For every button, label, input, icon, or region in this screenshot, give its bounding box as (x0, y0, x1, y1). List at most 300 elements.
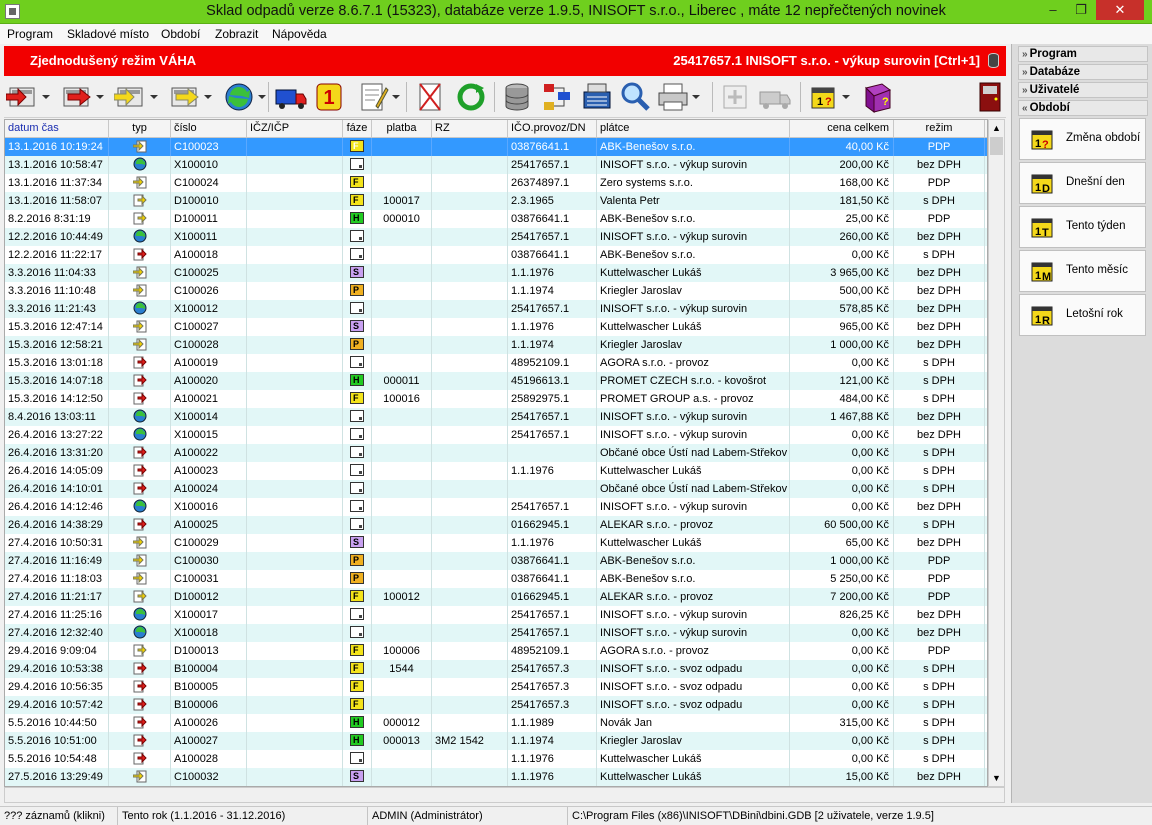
cell-ico: 1.1.1974 (508, 732, 597, 750)
cell-ico: 25892975.1 (508, 390, 597, 408)
faze-badge (343, 408, 372, 426)
cell-cena: 0,00 Kč (790, 642, 894, 660)
table-row[interactable] (5, 714, 988, 732)
period-button-label: Tento měsíc (1066, 264, 1128, 276)
mode-label: Zjednodušený režim VÁHA (30, 53, 197, 68)
table-row[interactable] (5, 318, 988, 336)
cell-platce: INISOFT s.r.o. - výkup surovin (597, 228, 790, 246)
prevod-icon (133, 625, 147, 639)
faze-icon: H (350, 212, 364, 224)
table-row[interactable] (5, 606, 988, 624)
cell-datum: 3.3.2016 11:21:43 (5, 300, 109, 318)
cell-cislo: D100011 (171, 210, 247, 228)
prijem-icon[interactable] (114, 80, 148, 114)
period-button-3[interactable] (1019, 250, 1146, 292)
period-button-1[interactable] (1019, 162, 1146, 204)
table-row[interactable] (5, 480, 988, 498)
col-platba[interactable]: platba (372, 120, 432, 138)
table-row[interactable] (5, 516, 988, 534)
cell-platba: 000011 (372, 372, 432, 390)
cell-ico: 25417657.3 (508, 696, 597, 714)
mode-bar (4, 46, 1006, 76)
svg-text:R: R (1042, 315, 1050, 327)
database-icon[interactable] (500, 80, 534, 114)
table-row[interactable] (5, 768, 988, 786)
typ-icon (109, 606, 171, 624)
collapse-icon: « (1022, 103, 1028, 114)
cell-platba: 100017 (372, 192, 432, 210)
cell-icz (247, 516, 343, 534)
exit-door-icon[interactable] (972, 80, 1006, 114)
col-cena[interactable]: cena celkem (790, 120, 894, 138)
cell-ico: 48952109.1 (508, 642, 597, 660)
cell-icz (247, 714, 343, 732)
scroll-down-icon[interactable]: ▼ (992, 773, 1001, 783)
cell-rz (432, 174, 508, 192)
cell-rezim: s DPH (894, 354, 985, 372)
period-button-label: Tento týden (1066, 220, 1126, 232)
table-row[interactable] (5, 552, 988, 570)
search-icon[interactable] (618, 80, 652, 114)
cell-rz (432, 552, 508, 570)
refresh-icon[interactable] (454, 80, 488, 114)
typ-icon (109, 624, 171, 642)
help-book-icon[interactable] (860, 80, 894, 114)
doklad-edit-icon[interactable] (356, 80, 390, 114)
cell-platba: 100012 (372, 588, 432, 606)
cell-rezim: bez DPH (894, 498, 985, 516)
cell-platba (372, 156, 432, 174)
svg-text:1: 1 (817, 96, 824, 108)
cell-platba (372, 498, 432, 516)
table-row[interactable] (5, 498, 988, 516)
status-user: ADMIN (Administrátor) (368, 807, 568, 825)
typ-icon (109, 228, 171, 246)
cell-rz (432, 444, 508, 462)
cash-register-icon[interactable] (580, 80, 614, 114)
table-row[interactable] (5, 678, 988, 696)
cell-cena: 0,00 Kč (790, 246, 894, 264)
cell-icz (247, 300, 343, 318)
cell-rz (432, 390, 508, 408)
status-database: C:\Program Files (x86)\INISOFT\DBini\dbini.GDB [2 uživatele, verze 1.9.5] (572, 810, 934, 822)
cell-cislo: D100010 (171, 192, 247, 210)
cell-rz (432, 498, 508, 516)
cell-rezim: PDP (894, 138, 985, 156)
period-button-2[interactable] (1019, 206, 1146, 248)
cell-icz (247, 156, 343, 174)
cell-rz (432, 570, 508, 588)
faze-badge (343, 390, 372, 408)
typ-icon (109, 714, 171, 732)
period-button-label: Změna období (1066, 132, 1141, 144)
typ-icon (109, 210, 171, 228)
change-period-icon (1030, 129, 1054, 151)
prijem-d-icon (133, 193, 147, 207)
cell-rz (432, 750, 508, 768)
svg-text:M: M (1042, 271, 1052, 283)
table-row[interactable] (5, 696, 988, 714)
cell-cislo: A100018 (171, 246, 247, 264)
typ-icon (109, 426, 171, 444)
svg-text:T: T (1042, 227, 1049, 239)
cell-platce: Kuttelwascher Lukáš (597, 318, 790, 336)
cell-platce: AGORA s.r.o. - provoz (597, 642, 790, 660)
menu-zobrazit[interactable]: Zobrazit (215, 27, 259, 41)
cell-platce: ABK-Benešov s.r.o. (597, 210, 790, 228)
cell-platba (372, 768, 432, 786)
vertical-scrollbar[interactable] (988, 119, 1005, 787)
minimize-button[interactable]: ‒ (1049, 2, 1057, 17)
svoz-truck-icon[interactable] (274, 80, 308, 114)
prijem-a-icon (133, 517, 147, 531)
cell-platce: INISOFT s.r.o. - výkup surovin (597, 606, 790, 624)
cell-cislo: A100021 (171, 390, 247, 408)
col-platce[interactable]: plátce (597, 120, 790, 138)
cell-datum: 13.1.2016 11:37:34 (5, 174, 109, 192)
maximize-button[interactable]: ❐ (1075, 2, 1087, 17)
vydej-icon[interactable] (168, 80, 202, 114)
faze-badge (343, 174, 372, 192)
faze-badge (343, 516, 372, 534)
database-icon (988, 53, 999, 68)
faze-badge (343, 426, 372, 444)
table-row[interactable] (5, 174, 988, 192)
calendar-period-icon[interactable] (806, 80, 840, 114)
typ-icon (109, 768, 171, 786)
cell-icz (247, 426, 343, 444)
table-row[interactable] (5, 570, 988, 588)
cell-cena: 7 200,00 Kč (790, 588, 894, 606)
cell-rz (432, 624, 508, 642)
faze-icon (350, 752, 364, 764)
cell-icz (247, 444, 343, 462)
col-iczicp[interactable]: IČZ/IČP (247, 120, 343, 138)
cell-platba (372, 534, 432, 552)
cell-datum: 26.4.2016 13:31:20 (5, 444, 109, 462)
cell-platba (372, 624, 432, 642)
faze-icon: F (350, 140, 364, 152)
section-obdobi[interactable]: « Období (1018, 100, 1148, 116)
table-row[interactable] (5, 588, 988, 606)
faze-badge (343, 462, 372, 480)
cell-platce: Kuttelwascher Lukáš (597, 768, 790, 786)
cell-cena: 0,00 Kč (790, 750, 894, 768)
scroll-thumb[interactable] (990, 137, 1003, 155)
vydej-icon (133, 535, 147, 549)
cell-cislo: C100025 (171, 264, 247, 282)
cell-cena: 25,00 Kč (790, 210, 894, 228)
cell-platce: Novák Jan (597, 714, 790, 732)
menu-obdobi[interactable]: Období (161, 27, 201, 41)
table-row[interactable] (5, 624, 988, 642)
documents-table[interactable] (4, 119, 988, 787)
faze-icon: F (350, 176, 364, 188)
svg-text:?: ? (1042, 139, 1049, 151)
col-datum-cas[interactable]: datum čas (5, 120, 109, 138)
print-icon[interactable] (656, 80, 690, 114)
faze-icon (350, 518, 364, 530)
cell-cislo: A100020 (171, 372, 247, 390)
export-icon[interactable] (718, 80, 752, 114)
table-row[interactable] (5, 462, 988, 480)
menu-napoveda[interactable]: Nápověda (272, 27, 327, 41)
cell-cislo: C100024 (171, 174, 247, 192)
cell-ico: 1.1.1974 (508, 282, 597, 300)
cell-platba (372, 462, 432, 480)
table-row[interactable] (5, 444, 988, 462)
cell-ico: 25417657.1 (508, 624, 597, 642)
cell-platce: Kuttelwascher Lukáš (597, 462, 790, 480)
section-uzivatele[interactable]: » Uživatelé (1018, 82, 1148, 98)
faze-badge (343, 570, 372, 588)
faze-icon (350, 410, 364, 422)
svg-text:?: ? (882, 96, 889, 108)
vydej-vazeni-icon[interactable] (60, 80, 94, 114)
cell-ico: 03876641.1 (508, 246, 597, 264)
table-row[interactable] (5, 660, 988, 678)
cell-rz (432, 516, 508, 534)
faze-icon (350, 608, 364, 620)
table-row[interactable] (5, 336, 988, 354)
table-row[interactable] (5, 426, 988, 444)
table-row[interactable] (5, 534, 988, 552)
prevod-icon (133, 409, 147, 423)
cell-rz (432, 336, 508, 354)
period-button-0[interactable] (1019, 118, 1146, 160)
cell-icz (247, 192, 343, 210)
cell-platce: ALEKAR s.r.o. - provoz (597, 588, 790, 606)
faze-icon: H (350, 374, 364, 386)
cell-platce: Kuttelwascher Lukáš (597, 534, 790, 552)
cell-icz (247, 768, 343, 786)
cell-rezim: bez DPH (894, 606, 985, 624)
faze-badge (343, 480, 372, 498)
cell-rezim: s DPH (894, 678, 985, 696)
cell-icz (247, 696, 343, 714)
cell-icz (247, 390, 343, 408)
table-row[interactable] (5, 642, 988, 660)
typ-icon (109, 246, 171, 264)
cell-rz (432, 354, 508, 372)
table-row[interactable] (5, 192, 988, 210)
typ-icon (109, 516, 171, 534)
cell-cena: 5 250,00 Kč (790, 570, 894, 588)
cell-ico: 26374897.1 (508, 174, 597, 192)
table-row[interactable] (5, 390, 988, 408)
faze-icon (350, 356, 364, 368)
table-row[interactable] (5, 354, 988, 372)
cell-platce: INISOFT s.r.o. - výkup surovin (597, 624, 790, 642)
cell-datum: 12.2.2016 10:44:49 (5, 228, 109, 246)
cell-datum: 26.4.2016 14:05:09 (5, 462, 109, 480)
faze-badge (343, 282, 372, 300)
period-button-label: Dnešní den (1066, 176, 1125, 188)
table-row[interactable] (5, 228, 988, 246)
table-row[interactable] (5, 732, 988, 750)
typ-icon (109, 192, 171, 210)
expand-icon: » (1022, 85, 1028, 96)
cell-rz (432, 660, 508, 678)
cell-cena: 0,00 Kč (790, 444, 894, 462)
cell-platce: ABK-Benešov s.r.o. (597, 570, 790, 588)
col-faze[interactable]: fáze (343, 120, 372, 138)
cell-platba (372, 750, 432, 768)
cell-platba (372, 336, 432, 354)
horizontal-scrollbar[interactable] (4, 787, 1005, 803)
cell-datum: 15.3.2016 12:58:21 (5, 336, 109, 354)
cell-rz (432, 228, 508, 246)
faze-badge (343, 534, 372, 552)
cell-platba: 000013 (372, 732, 432, 750)
table-row[interactable] (5, 750, 988, 768)
faze-icon: S (350, 266, 364, 278)
table-row[interactable] (5, 372, 988, 390)
table-row[interactable] (5, 408, 988, 426)
faze-badge (343, 678, 372, 696)
typ-icon (109, 174, 171, 192)
cell-platba (372, 480, 432, 498)
cell-rezim: s DPH (894, 372, 985, 390)
cell-cislo: X100015 (171, 426, 247, 444)
cell-datum: 27.4.2016 10:50:31 (5, 534, 109, 552)
cell-datum: 15.3.2016 14:12:50 (5, 390, 109, 408)
cell-ico: 1.1.1989 (508, 714, 597, 732)
table-row[interactable] (5, 246, 988, 264)
section-databaze[interactable]: » Databáze (1018, 64, 1148, 80)
cell-rezim: PDP (894, 174, 985, 192)
table-row[interactable] (5, 138, 988, 156)
typ-icon (109, 282, 171, 300)
col-rezim[interactable]: režim (894, 120, 985, 138)
cell-icz (247, 372, 343, 390)
table-row[interactable] (5, 210, 988, 228)
cell-cislo: X100017 (171, 606, 247, 624)
cell-rezim: s DPH (894, 750, 985, 768)
table-row[interactable] (5, 282, 988, 300)
prijem-vazeni-icon[interactable] (6, 80, 40, 114)
faze-badge (343, 138, 372, 156)
report-icon[interactable] (540, 80, 574, 114)
expand-icon: » (1022, 49, 1028, 60)
vydej-icon (133, 175, 147, 189)
cell-rezim: bez DPH (894, 300, 985, 318)
cell-rezim: s DPH (894, 462, 985, 480)
cell-cislo: C100026 (171, 282, 247, 300)
cell-datum: 27.4.2016 11:16:49 (5, 552, 109, 570)
cell-ico: 03876641.1 (508, 138, 597, 156)
cell-platba (372, 570, 432, 588)
cell-cislo: A100024 (171, 480, 247, 498)
cell-rezim: PDP (894, 570, 985, 588)
cell-cena: 1 000,00 Kč (790, 336, 894, 354)
scroll-up-icon[interactable]: ▲ (992, 123, 1001, 133)
cell-rz (432, 534, 508, 552)
storno-icon[interactable] (414, 80, 448, 114)
cell-ico: 25417657.1 (508, 606, 597, 624)
table-row[interactable] (5, 264, 988, 282)
prevod-icon (133, 301, 147, 315)
faze-badge (343, 696, 372, 714)
vydej-icon (133, 319, 147, 333)
vydej-icon (133, 139, 147, 153)
vydej-icon (133, 265, 147, 279)
cell-ico: 25417657.1 (508, 156, 597, 174)
period-button-4[interactable] (1019, 294, 1146, 336)
cell-datum: 5.5.2016 10:51:00 (5, 732, 109, 750)
section-program[interactable]: » Program (1018, 46, 1148, 62)
col-typ[interactable]: typ (109, 120, 171, 138)
menu-skladove-misto[interactable]: Skladové místo (67, 27, 150, 41)
warehouse-label[interactable]: 25417657.1 INISOFT s.r.o. - výkup surovin [Ctrl+1] (673, 53, 980, 68)
cell-cislo: A100025 (171, 516, 247, 534)
cell-rezim: s DPH (894, 714, 985, 732)
faze-badge (343, 732, 372, 750)
cell-cena: 965,00 Kč (790, 318, 894, 336)
cell-ico: 48952109.1 (508, 354, 597, 372)
cell-platce: INISOFT s.r.o. - výkup surovin (597, 426, 790, 444)
cell-cislo: C100027 (171, 318, 247, 336)
cell-icz (247, 246, 343, 264)
col-ico[interactable]: IČO.provoz/DN (508, 120, 597, 138)
cell-datum: 13.1.2016 10:19:24 (5, 138, 109, 156)
cell-rezim: s DPH (894, 444, 985, 462)
cell-ico: 45196613.1 (508, 372, 597, 390)
cell-platce: INISOFT s.r.o. - svoz odpadu (597, 678, 790, 696)
close-button[interactable]: ✕ (1096, 0, 1144, 20)
prevod-icon[interactable] (222, 80, 256, 114)
typ-icon (109, 498, 171, 516)
cell-ico: 25417657.1 (508, 498, 597, 516)
faze-badge (343, 498, 372, 516)
cell-rezim: bez DPH (894, 534, 985, 552)
prijem-a-icon (133, 391, 147, 405)
svg-text:D: D (1042, 183, 1050, 195)
col-rz[interactable]: RZ (432, 120, 508, 138)
cell-rz (432, 426, 508, 444)
cell-rezim: bez DPH (894, 318, 985, 336)
col-cislo[interactable]: číslo (171, 120, 247, 138)
cell-ico (508, 444, 597, 462)
cell-cislo: C100030 (171, 552, 247, 570)
cell-rezim: s DPH (894, 246, 985, 264)
cell-ico: 25417657.3 (508, 678, 597, 696)
status-records[interactable]: ??? záznamů (klikni) (0, 807, 118, 825)
cell-icz (247, 462, 343, 480)
vykup-icon[interactable] (312, 80, 346, 114)
table-row[interactable] (5, 156, 988, 174)
cell-platce: ABK-Benešov s.r.o. (597, 552, 790, 570)
cell-platce: Občané obce Ústí nad Labem-Střekov (597, 444, 790, 462)
menu-program[interactable]: Program (7, 27, 54, 41)
table-row[interactable] (5, 300, 988, 318)
typ-icon (109, 354, 171, 372)
prijem-d-icon (133, 211, 147, 225)
cell-datum: 13.1.2016 10:58:47 (5, 156, 109, 174)
cell-platba (372, 246, 432, 264)
typ-icon (109, 660, 171, 678)
faze-icon (350, 626, 364, 638)
cell-datum: 29.4.2016 10:56:35 (5, 678, 109, 696)
prevod-icon (133, 427, 147, 441)
faze-badge (343, 714, 372, 732)
cell-platce: Občané obce Ústí nad Labem-Střekov (597, 480, 790, 498)
cell-platba (372, 516, 432, 534)
toolbar (4, 76, 1006, 118)
typ-icon (109, 336, 171, 354)
svg-text:1: 1 (1035, 138, 1042, 150)
vehicle-icon[interactable] (758, 80, 792, 114)
